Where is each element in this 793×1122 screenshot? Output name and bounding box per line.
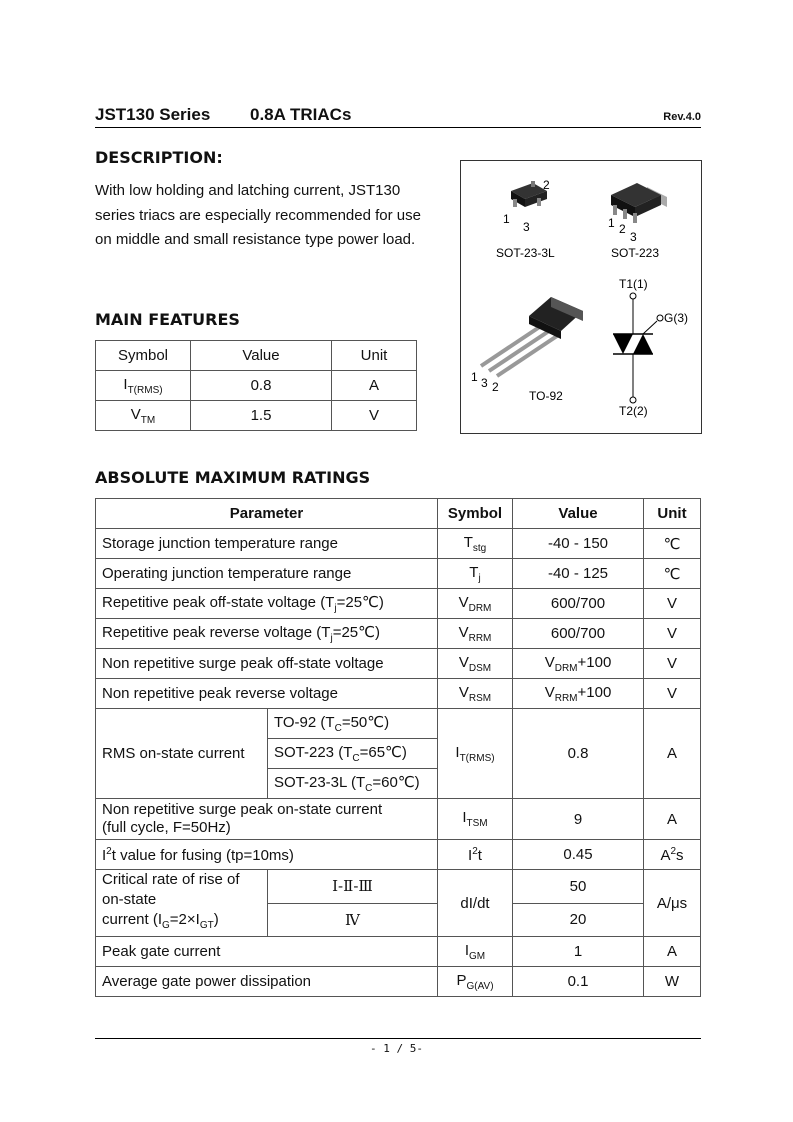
value-cell: 0.8 [513,709,644,799]
unit-cell: V [644,649,701,679]
param-text: ) [213,911,219,928]
symbol-main: I [462,809,467,826]
condition-text: SOT-223 (T [274,744,353,761]
symbol-main: I [464,941,470,959]
symbol-main: I [455,743,460,761]
unit-cell: A [644,709,701,799]
symbol-main: T [463,533,473,551]
param-cell [96,589,438,619]
symbol-sub: RSM [468,692,492,704]
value-cell: 600/700 [513,619,644,649]
sot223-package-image [611,183,667,223]
condition-cell [268,709,438,739]
symbol-main: V [458,653,469,671]
symbol-sub: TSM [466,818,488,829]
col-header: Symbol [438,499,513,529]
ratings-table [95,498,701,997]
unit-cell: ℃ [644,559,701,589]
table-row [96,840,701,870]
table-row [96,709,701,739]
symbol-cell [438,529,513,559]
col-header: Parameter [96,499,438,529]
value-cell: 0.8 [191,371,332,401]
table-row [96,937,701,967]
unit-cell: V [644,589,701,619]
table-header-row [96,341,417,371]
param-cell [96,799,438,840]
param-sub: j [334,603,337,614]
to92-pin-2: 2 [492,380,499,394]
page-number: - 1 / 5- [370,1042,423,1055]
symbol-main: T [469,563,479,581]
col-header: Symbol [96,341,191,371]
unit-cell: A [644,937,701,967]
sot23-pin-1: 1 [503,212,510,226]
value-main: V [544,653,555,671]
param-sup: 2 [106,845,112,857]
unit-cell: A/μs [644,870,701,937]
param-cell: Storage junction temperature range [96,529,438,559]
condition-sub: C [352,753,360,764]
unit-sup: 2 [670,845,677,857]
table-row [96,679,701,709]
unit-cell [644,840,701,870]
symbol-cell [438,589,513,619]
to92-label: TO-92 [529,389,563,403]
param-cell: RMS on-state current [96,709,268,799]
symbol-main: V [458,593,469,611]
table-row [96,619,701,649]
symbol-sub: RRM [468,632,492,644]
value-main: V [544,683,555,701]
param-sub: j [330,633,333,644]
symbol-main: I [468,846,473,864]
symbol-cell [438,709,513,799]
value-tail: +100 [577,683,612,701]
param-cell: Non repetitive peak reverse voltage [96,679,438,709]
page-header [95,105,701,128]
symbol-cell: dI/dt [438,870,513,937]
features-table [95,340,417,431]
footer-rule [95,1038,701,1039]
table-row [96,371,417,401]
table-row [96,589,701,619]
symbol-cell [438,619,513,649]
value-cell: 50 [513,870,644,904]
symbol-cell [438,679,513,709]
sot223-pin-1: 1 [608,216,615,230]
symbol-cell [96,371,191,401]
symbol-cell [438,840,513,870]
symbol-main: V [458,683,469,701]
description-text: With low holding and latching current, JST130 series triacs are especially recommended for use on middle and small resistance type power load. [95,182,421,248]
table-row [96,649,701,679]
col-header: Value [513,499,644,529]
unit-cell: V [332,401,417,431]
condition-sub: C [365,783,373,794]
quadrant-cell: Ⅳ [268,903,438,937]
sot23-label: SOT-23-3L [496,246,555,260]
triac-symbol [613,293,663,403]
value-cell: -40 - 150 [513,529,644,559]
param-text: (full cycle, F=50Hz) [102,819,231,836]
value-cell: 600/700 [513,589,644,619]
unit-cell: V [644,619,701,649]
condition-text: =50℃) [341,714,390,731]
table-row [96,529,701,559]
value-cell [513,649,644,679]
symbol-cell [438,559,513,589]
t1-label: T1(1) [619,277,648,291]
value-cell: -40 - 125 [513,559,644,589]
param-cell: Non repetitive surge peak off-state voltage [96,649,438,679]
symbol-sub: stg [472,542,487,554]
condition-text: TO-92 (T [274,714,335,731]
sot223-pin-2: 2 [619,222,626,236]
value-tail: +100 [577,653,612,671]
value-cell: 20 [513,903,644,937]
unit-cell: W [644,967,701,997]
symbol-sup: 2 [472,845,478,857]
condition-sub: C [334,723,342,734]
symbol-sub: DSM [468,662,492,674]
description-heading: DESCRIPTION: [95,148,223,167]
unit-cell: V [644,679,701,709]
param-cell [96,870,268,937]
to92-package-image [481,297,583,376]
symbol-main: I [123,375,128,393]
symbol-sub: T(RMS) [127,384,163,396]
condition-text: SOT-23-3L (T [274,774,366,791]
condition-text: =60℃) [372,774,420,791]
to92-pin-3: 3 [481,376,488,390]
unit-cell: ℃ [644,529,701,559]
value-sub: RRM [554,692,578,704]
value-sub: DRM [554,662,578,674]
param-text: =2×I [169,911,200,928]
unit-cell: A [332,371,417,401]
param-text: Critical rate of rise of on-state [102,871,240,908]
to92-pin-1: 1 [471,370,478,384]
col-header: Value [191,341,332,371]
param-text: Non repetitive surge peak on-state current [102,801,383,818]
param-cell: Average gate power dissipation [96,967,438,997]
symbol-sub: T(RMS) [459,752,495,764]
revision-label: Rev.4.0 [663,111,701,123]
gate-label: G(3) [664,311,688,325]
condition-cell [268,769,438,799]
param-sub: GT [199,920,214,931]
t2-label: T2(2) [619,404,648,418]
condition-cell [268,739,438,769]
param-text: =25℃) [332,624,380,641]
param-text: Repetitive peak reverse voltage (T [102,624,331,641]
param-cell: Operating junction temperature range [96,559,438,589]
col-header: Unit [644,499,701,529]
sot23-pin-2: 2 [543,178,550,192]
symbol-main: P [456,971,467,989]
sot223-pin-3: 3 [630,230,637,244]
value-cell: 0.45 [513,840,644,870]
condition-text: =65℃) [359,744,407,761]
symbol-sub: G(AV) [466,980,494,992]
unit-tail: s [676,846,684,864]
value-cell: 1 [513,937,644,967]
symbol-sub: j [478,572,481,584]
param-cell [96,619,438,649]
symbol-cell [438,799,513,840]
series-title: JST130 Series [95,105,211,124]
value-cell: 0.1 [513,967,644,997]
table-header-row [96,499,701,529]
table-row [96,559,701,589]
unit-main: A [660,846,671,864]
features-heading: MAIN FEATURES [95,310,240,329]
sot23-pin-3: 3 [523,220,530,234]
param-text: t value for fusing (tp=10ms) [111,846,294,864]
quadrant-cell: Ⅰ-Ⅱ-Ⅲ [268,870,438,904]
symbol-cell [438,937,513,967]
value-cell [513,679,644,709]
unit-cell: A [644,799,701,840]
symbol-main: V [130,405,141,423]
table-row [96,870,701,904]
value-cell: 9 [513,799,644,840]
param-sub: G [162,920,170,931]
value-cell: 1.5 [191,401,332,431]
symbol-main: V [458,623,469,641]
package-drawings [461,161,701,433]
param-cell [96,840,438,870]
ratings-heading: ABSOLUTE MAXIMUM RATINGS [95,468,371,487]
table-row [96,799,701,840]
symbol-sub: TM [140,414,156,426]
symbol-sub: GM [469,950,486,962]
sot223-label: SOT-223 [611,246,660,260]
col-header: Unit [332,341,417,371]
table-row [96,401,417,431]
param-text: Repetitive peak off-state voltage (T [102,594,335,611]
package-figure [460,160,702,434]
sot23-package-image [511,181,547,207]
product-title: 0.8A TRIACs [250,105,352,124]
symbol-cell [438,649,513,679]
param-text: current (I [102,911,163,928]
symbol-cell [438,967,513,997]
symbol-tail: t [477,846,482,864]
param-cell: Peak gate current [96,937,438,967]
param-text: =25℃) [336,594,384,611]
table-row [96,967,701,997]
symbol-sub: DRM [468,602,492,614]
symbol-cell [96,401,191,431]
param-text: I [102,846,107,864]
